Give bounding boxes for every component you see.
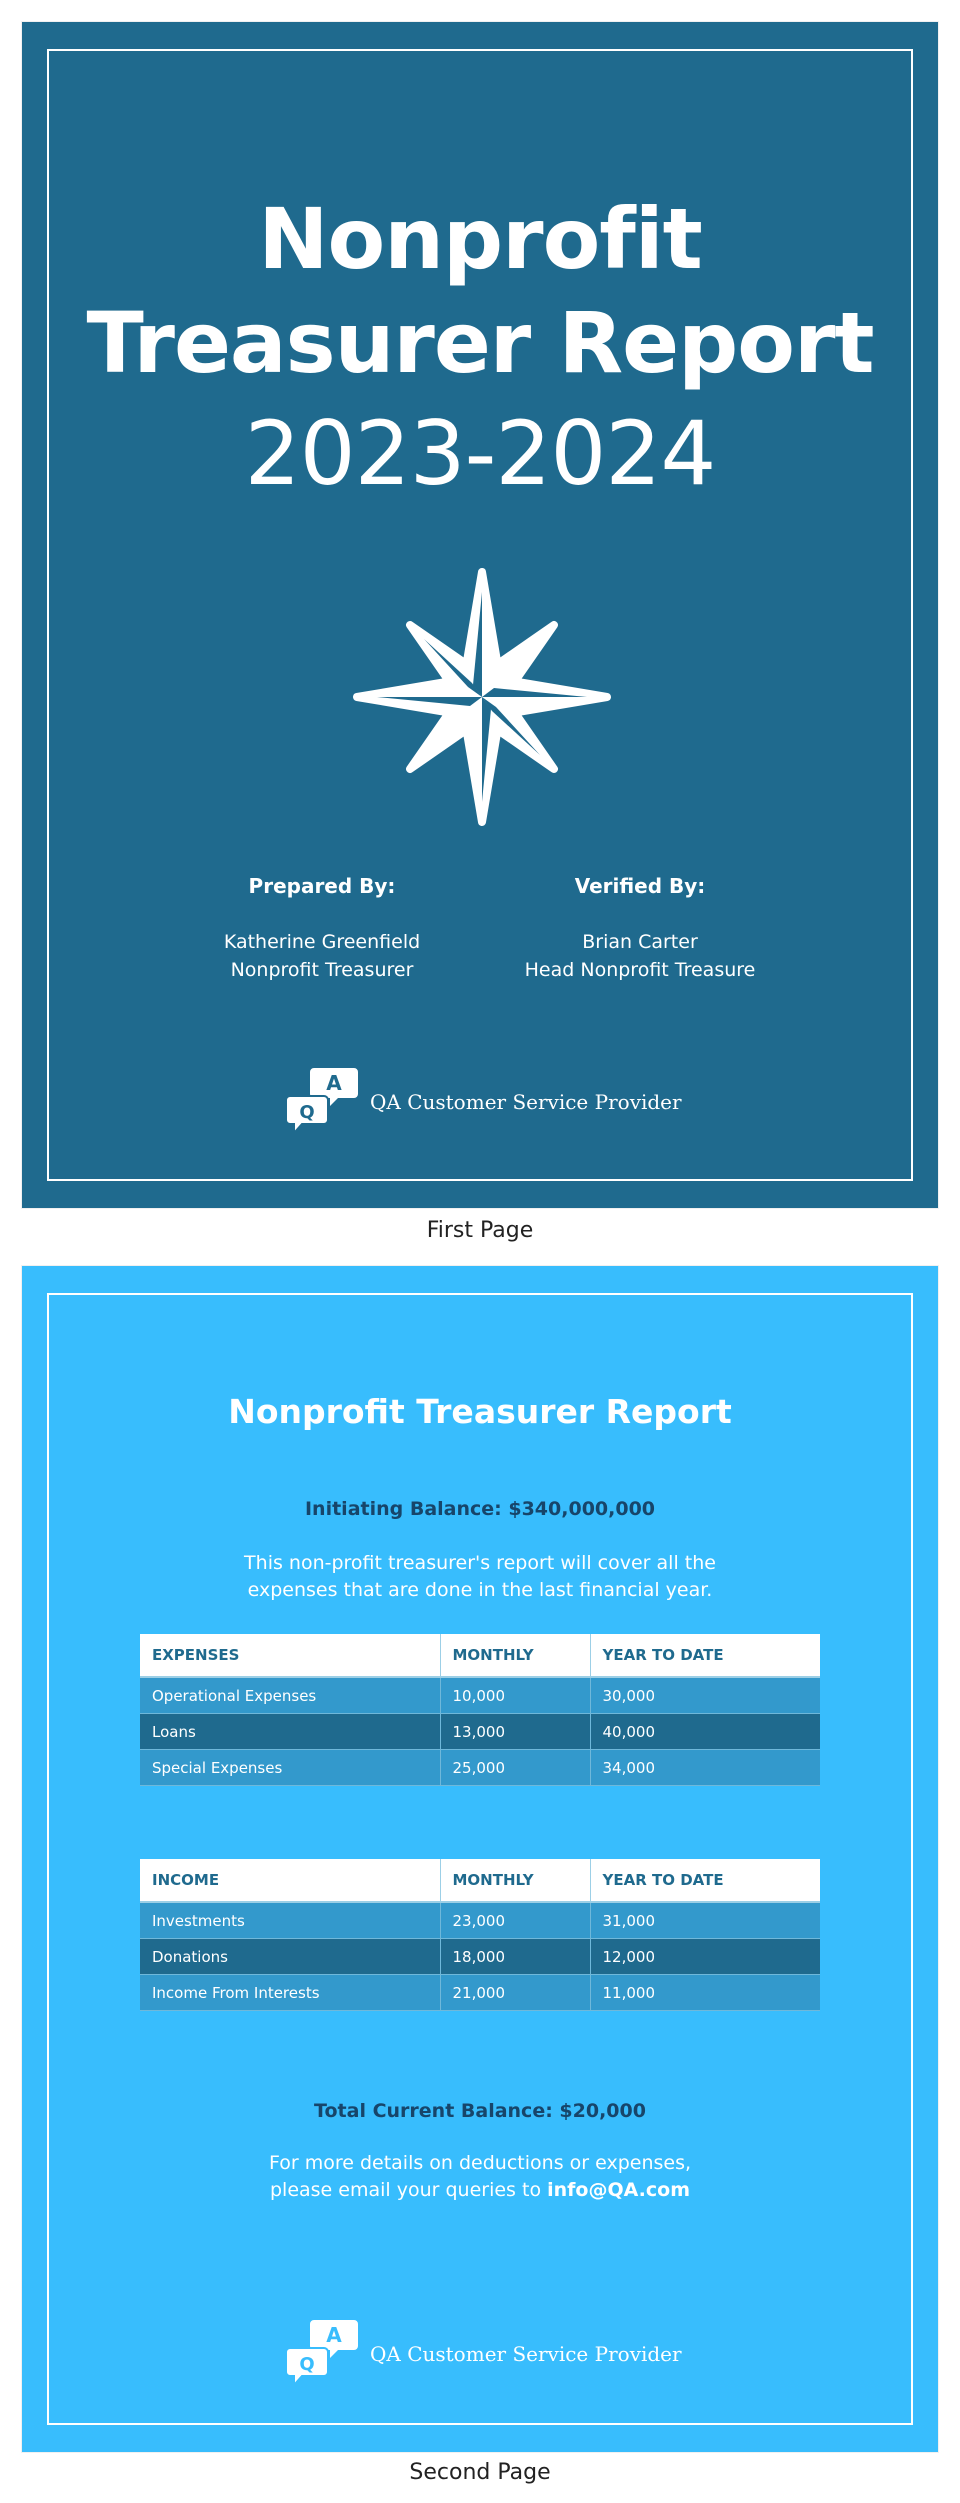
brand-footer [22, 2314, 938, 2394]
verified-by-heading: Verified By: [574, 874, 706, 898]
brand-name: QA Customer Service Provider [370, 1090, 682, 1114]
svg-text:Q: Q [299, 2354, 315, 2375]
intro-line-2: expenses that are done in the last financial year. [247, 1579, 713, 1601]
table-cell: 21,000 [440, 1975, 590, 2011]
brand-footer [22, 1062, 938, 1142]
table-cell: Income From Interests [140, 1975, 440, 2011]
prepared-by-block [152, 874, 492, 984]
verified-by-block [470, 874, 810, 984]
verified-by-role: Head Nonprofit Treasure [524, 959, 756, 981]
verified-by-name: Brian Carter [582, 931, 698, 953]
compass-star-icon [352, 562, 612, 832]
monthly-header: MONTHLY [440, 1634, 590, 1677]
table-cell: 40,000 [590, 1714, 820, 1750]
table-cell: 12,000 [590, 1939, 820, 1975]
income-header: INCOME [140, 1859, 440, 1902]
svg-text:Q: Q [299, 1102, 315, 1123]
table-row [140, 1902, 820, 1939]
table-cell: 31,000 [590, 1902, 820, 1939]
prepared-by-heading: Prepared By: [248, 874, 396, 898]
cover-title-line2: Treasurer Report [86, 294, 874, 392]
first-page-caption: First Page [426, 1218, 534, 1243]
qa-chat-logo-icon [284, 1062, 364, 1142]
ytd-header: YEAR TO DATE [590, 1634, 820, 1677]
outro-line-1: For more details on deductions or expenses, [268, 2152, 692, 2174]
intro-line-1: This non-profit treasurer's report will cover all the [244, 1552, 716, 1574]
table-cell: Operational Expenses [140, 1677, 440, 1714]
qa-chat-logo-icon [284, 2314, 364, 2394]
report-page [22, 1266, 938, 2452]
expenses-table [140, 1634, 820, 1786]
intro-paragraph [22, 1550, 938, 1604]
table-row [140, 1939, 820, 1975]
brand-name: QA Customer Service Provider [370, 2342, 682, 2366]
table-cell: 30,000 [590, 1677, 820, 1714]
cover-title-line1: Nonprofit [258, 190, 702, 288]
outro-line-2 [22, 2177, 938, 2204]
outro-line-2-text: please email your queries to [269, 2179, 548, 2201]
report-title: Nonprofit Treasurer Report [228, 1392, 732, 1431]
ytd-header: YEAR TO DATE [590, 1859, 820, 1902]
monthly-header: MONTHLY [440, 1859, 590, 1902]
table-cell: 13,000 [440, 1714, 590, 1750]
table-cell: 25,000 [440, 1750, 590, 1786]
table-row [140, 1750, 820, 1786]
table-row [140, 1714, 820, 1750]
table-cell: Donations [140, 1939, 440, 1975]
cover-title-year: 2023-2024 [244, 402, 716, 505]
table-cell: Loans [140, 1714, 440, 1750]
table-cell: 18,000 [440, 1939, 590, 1975]
svg-text:A: A [326, 1071, 342, 1095]
table-cell: Investments [140, 1902, 440, 1939]
prepared-by-role: Nonprofit Treasurer [230, 959, 414, 981]
expenses-header: EXPENSES [140, 1634, 440, 1677]
income-table [140, 1859, 820, 2011]
table-row [140, 1677, 820, 1714]
table-cell: 23,000 [440, 1902, 590, 1939]
cover-page [22, 22, 938, 1208]
table-header-row [140, 1859, 820, 1902]
svg-text:A: A [326, 2323, 342, 2347]
total-current-balance: Total Current Balance: $20,000 [314, 2100, 646, 2122]
email-link[interactable]: info@QA.com [547, 2179, 691, 2201]
table-cell: 10,000 [440, 1677, 590, 1714]
initiating-balance: Initiating Balance: $340,000,000 [304, 1498, 656, 1520]
second-page-caption: Second Page [409, 2460, 551, 2485]
contact-paragraph [22, 2150, 938, 2204]
table-header-row [140, 1634, 820, 1677]
table-cell: 11,000 [590, 1975, 820, 2011]
prepared-by-name: Katherine Greenfield [223, 931, 421, 953]
table-cell: 34,000 [590, 1750, 820, 1786]
table-row [140, 1975, 820, 2011]
table-cell: Special Expenses [140, 1750, 440, 1786]
